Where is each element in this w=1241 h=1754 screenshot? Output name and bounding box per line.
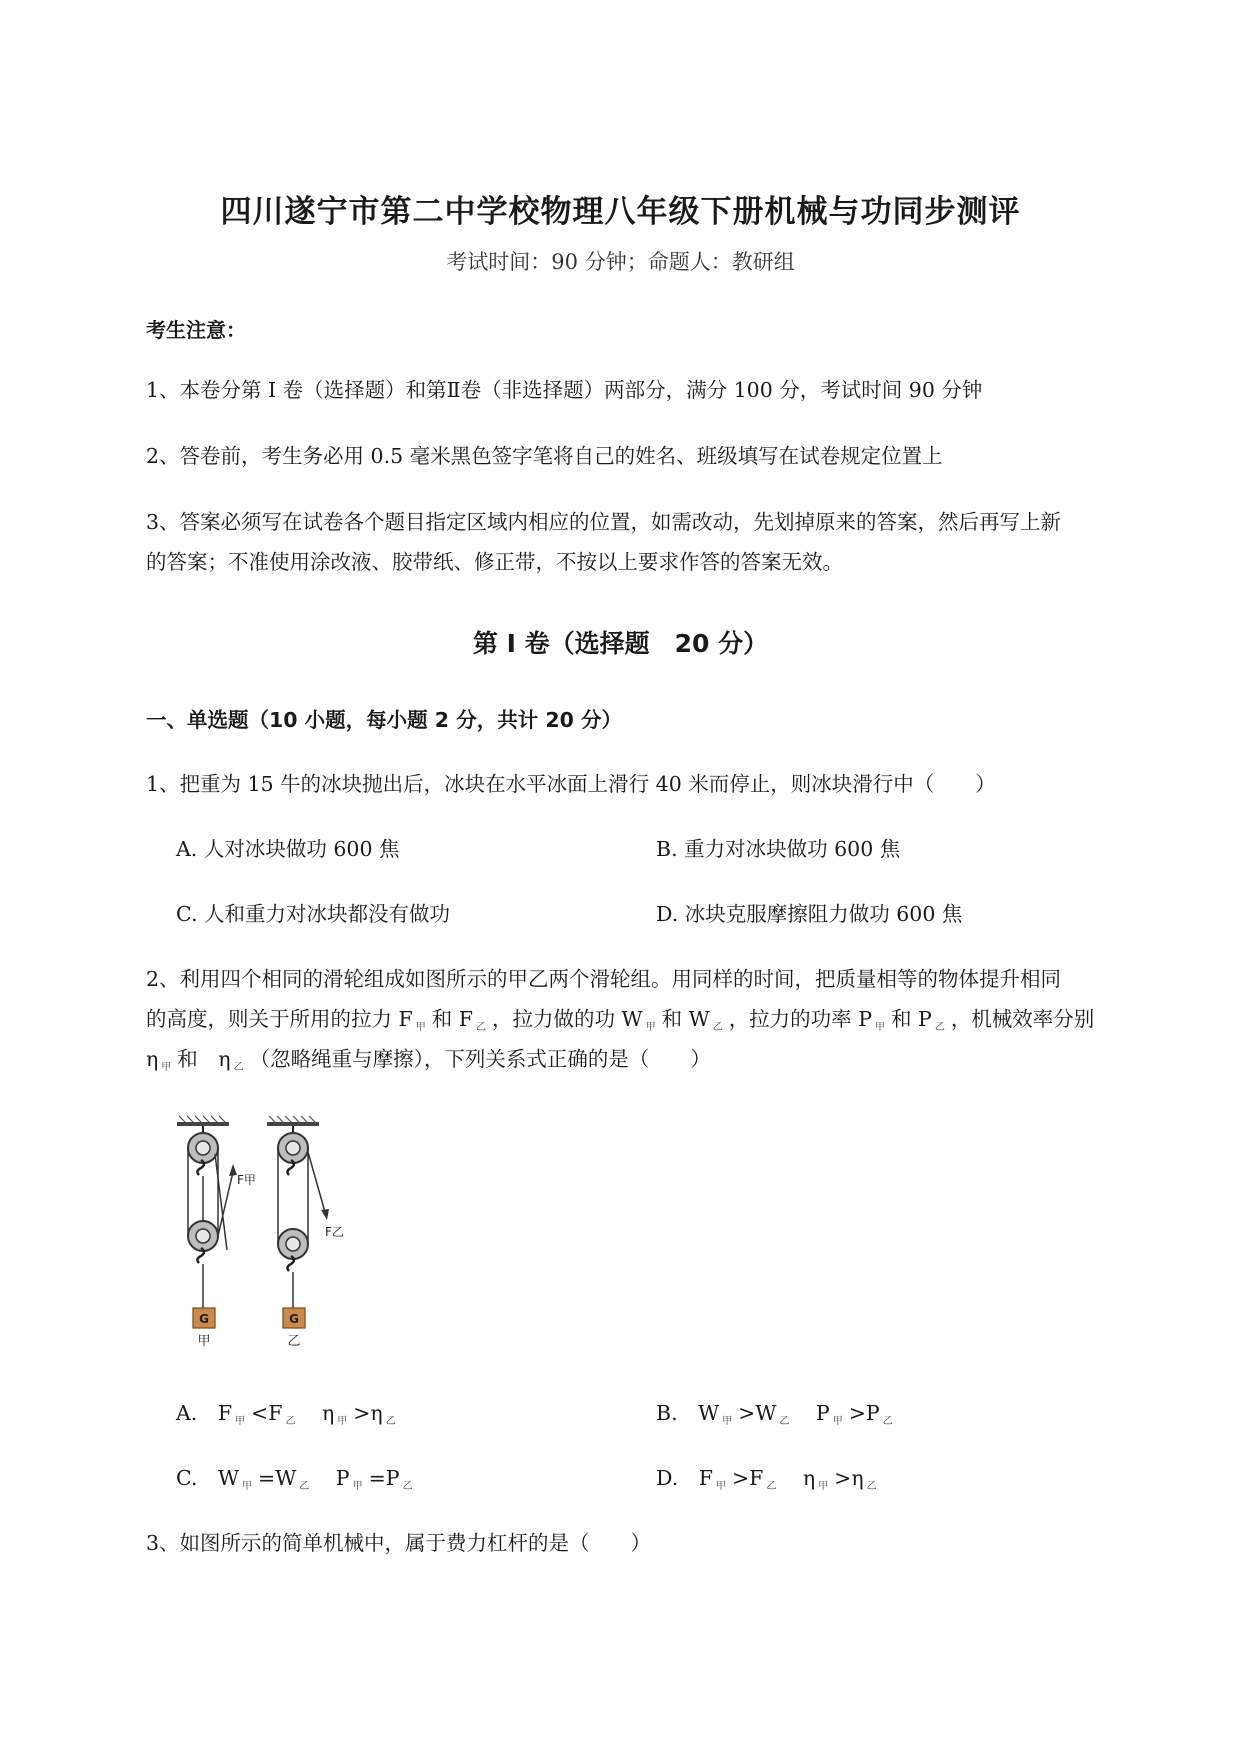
notice-item-3-cont: 的答案；不准使用涂改液、胶带纸、修正带，不按以上要求作答的答案无效。 <box>146 550 843 574</box>
question-3-stem: 3、如图所示的简单机械中，属于费力杠杆的是（ ） <box>146 1531 652 1555</box>
q2-option-a[interactable]: A. F $_甲$ <F $_乙$ η $_甲$ >η $_乙$ <box>176 1401 396 1427</box>
force-label-left: F甲 <box>237 1173 256 1187</box>
question-1-stem: 1、把重为 15 牛的冰块抛出后，冰块在水平冰面上滑行 40 米而停止，则冰块滑行中（ ） <box>146 772 996 796</box>
part-heading: 一、单选题（10 小题，每小题 2 分，共计 20 分） <box>146 708 623 732</box>
block-label-right: G <box>289 1312 299 1326</box>
notice-item-3: 3、答案必须写在试卷各个题目指定区域内相应的位置，如需改动，先划掉原来的答案，然后再写上新 <box>146 510 1062 534</box>
question-2-stem-line-3: η $_甲$ 和 η $_乙$ （忽略绳重与摩擦），下列关系式正确的是（ ） <box>146 1047 711 1073</box>
q2-option-d[interactable]: D. F $_甲$ >F $_乙$ η $_甲$ >η $_乙$ <box>656 1466 877 1492</box>
notice-heading: 考生注意： <box>146 318 246 342</box>
notice-item-1: 1、本卷分第 I 卷（选择题）和第Ⅱ卷（非选择题）两部分，满分 100 分，考试时间 90 分钟 <box>146 378 983 402</box>
q2-option-c[interactable]: C. W $_甲$ =W $_乙$ P $_甲$ =P $_乙$ <box>176 1466 413 1492</box>
q1-option-b[interactable]: B. 重力对冰块做功 600 焦 <box>656 837 901 861</box>
q1-option-c[interactable]: C. 人和重力对冰块都没有做功 <box>176 902 450 926</box>
figure-label-jia: 甲 <box>197 1334 211 1349</box>
page-title: 四川遂宁市第二中学校物理八年级下册机械与功同步测评 <box>220 194 1021 230</box>
section-title: 第 I 卷（选择题 20 分） <box>472 629 769 658</box>
question-2-stem-line-1: 2、利用四个相同的滑轮组成如图所示的甲乙两个滑轮组。用同样的时间，把质量相等的物体提升相同 <box>146 967 1062 991</box>
notice-item-2: 2、答卷前，考生务必用 0.5 毫米黑色签字笔将自己的姓名、班级填写在试卷规定位置上 <box>146 444 943 468</box>
pulley-systems-figure <box>175 1112 375 1352</box>
q1-option-a[interactable]: A. 人对冰块做功 600 焦 <box>176 837 400 861</box>
exam-info: 考试时间：90 分钟；命题人：教研组 <box>446 250 795 274</box>
figure-label-yi: 乙 <box>287 1334 301 1349</box>
q2-option-b[interactable]: B. W $_甲$ >W $_乙$ P $_甲$ >P $_乙$ <box>656 1401 893 1427</box>
force-label-right: F乙 <box>325 1225 344 1239</box>
q1-option-d[interactable]: D. 冰块克服摩擦阻力做功 600 焦 <box>656 902 963 926</box>
block-label-left: G <box>199 1312 209 1326</box>
question-2-stem-line-2: 的高度，则关于所用的拉力 F $_甲$ 和 F $_乙$ ，拉力做的功 W $_甲$ 和 W $_乙$ ，拉力的功率 P $_甲$ 和 P $_乙$ ，机械效率分别 <box>146 1007 1095 1033</box>
